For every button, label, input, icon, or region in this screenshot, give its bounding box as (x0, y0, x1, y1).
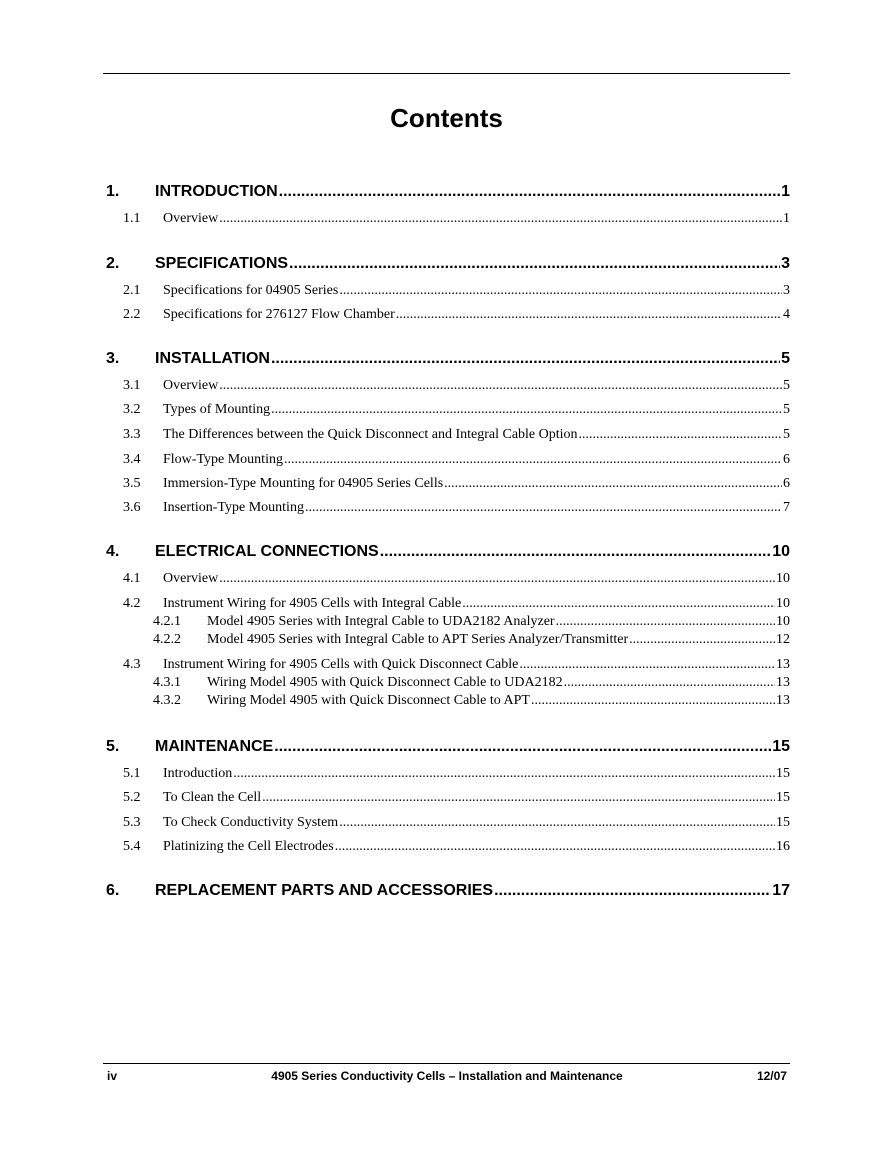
toc-entry-number: 3.1 (123, 378, 141, 393)
toc-entry-label: Instrument Wiring for 4905 Cells with Quick Disconnect Cable (163, 657, 519, 672)
toc-entry[interactable] (103, 839, 790, 855)
toc-entry-number: 4.2.2 (153, 632, 181, 647)
toc-entry-page: 13 (776, 657, 790, 672)
toc-entry[interactable] (103, 378, 790, 394)
toc-entry-page: 16 (776, 839, 790, 854)
toc-entry[interactable] (103, 452, 790, 468)
toc-entry-page: 12 (776, 632, 790, 647)
toc-dot-leader (444, 476, 782, 492)
toc-entry-label: Overview (163, 211, 219, 226)
toc-entry-page: 15 (776, 790, 790, 805)
toc-entry-number: 5. (106, 738, 120, 755)
toc-entry-label: Platinizing the Cell Electrodes (163, 839, 334, 854)
toc-entry-page: 1 (781, 183, 790, 200)
toc-entry-page: 15 (776, 766, 790, 781)
toc-dot-leader (579, 427, 782, 443)
footer-rule (103, 1063, 790, 1064)
toc-entry-number: 5.2 (123, 790, 141, 805)
toc-entry[interactable] (103, 283, 790, 299)
toc-entry-page: 10 (776, 571, 790, 586)
toc-entry-number: 3. (106, 350, 120, 367)
toc-dot-leader (289, 255, 780, 273)
toc-entry-label: Types of Mounting (163, 402, 271, 417)
toc-entry-number: 3.5 (123, 476, 141, 491)
toc-entry-number: 5.3 (123, 815, 141, 830)
toc-entry[interactable] (103, 307, 790, 323)
toc-entry-label: The Differences between the Quick Disconnect and Integral Cable Option (163, 427, 578, 442)
toc-entry[interactable] (103, 211, 790, 227)
toc-entry-page: 5 (783, 427, 790, 442)
toc-entry-label: Model 4905 Series with Integral Cable to APT Series Analyzer/Transmitter (207, 632, 629, 647)
toc-dot-leader (219, 211, 782, 227)
toc-entry[interactable] (103, 675, 790, 691)
toc-entry-number: 2.1 (123, 283, 141, 298)
toc-entry-page: 3 (783, 283, 790, 298)
toc-entry[interactable] (103, 476, 790, 492)
toc-entry-number: 4.3.1 (153, 675, 181, 690)
toc-entry-number: 6. (106, 882, 120, 899)
toc-dot-leader (284, 452, 782, 468)
toc-entry-label: Immersion-Type Mounting for 04905 Series Cells (163, 476, 444, 491)
toc-entry[interactable] (103, 427, 790, 443)
toc-entry-label: Specifications for 276127 Flow Chamber (163, 307, 395, 322)
toc-entry-page: 1 (783, 211, 790, 226)
toc-dot-leader (279, 183, 780, 201)
toc-entry[interactable] (103, 350, 790, 368)
toc-dot-leader (305, 500, 782, 516)
toc-entry-label: SPECIFICATIONS (155, 255, 289, 272)
toc-entry-label: ELECTRICAL CONNECTIONS (155, 543, 379, 560)
toc-entry[interactable] (103, 255, 790, 273)
toc-entry[interactable] (103, 614, 790, 630)
toc-entry-label: Model 4905 Series with Integral Cable to UDA2182 Analyzer (207, 614, 555, 629)
toc-dot-leader (233, 766, 775, 782)
toc-entry-number: 4.2.1 (153, 614, 181, 629)
toc-entry-label: To Clean the Cell (163, 790, 262, 805)
toc-entry-page: 13 (776, 693, 790, 708)
toc-entry-page: 15 (776, 815, 790, 830)
toc-dot-leader (339, 815, 775, 831)
toc-entry-number: 2. (106, 255, 120, 272)
toc-dot-leader (396, 307, 782, 323)
toc-entry-page: 10 (776, 614, 790, 629)
toc-entry[interactable] (103, 543, 790, 561)
toc-entry-label: MAINTENANCE (155, 738, 274, 755)
toc-entry-label: Instrument Wiring for 4905 Cells with Integral Cable (163, 596, 462, 611)
toc-entry[interactable] (103, 738, 790, 756)
toc-entry[interactable] (103, 766, 790, 782)
toc-dot-leader (262, 790, 775, 806)
toc-entry[interactable] (103, 693, 790, 709)
toc-entry-number: 5.1 (123, 766, 141, 781)
toc-entry-page: 10 (776, 596, 790, 611)
toc-dot-leader (271, 402, 782, 418)
toc-dot-leader (274, 738, 771, 756)
toc-entry[interactable] (103, 596, 790, 612)
page-footer (103, 1069, 790, 1083)
toc-entry-page: 7 (783, 500, 790, 515)
toc-dot-leader (519, 657, 775, 673)
toc-dot-leader (564, 675, 775, 691)
footer-page-number: iv (107, 1069, 118, 1083)
page-title: Contents (390, 103, 503, 133)
toc-entry-label: Flow-Type Mounting (163, 452, 283, 467)
toc-entry-page: 6 (783, 452, 790, 467)
toc-entry[interactable] (103, 657, 790, 673)
toc-entry-page: 5 (783, 378, 790, 393)
toc-entry-number: 4.1 (123, 571, 141, 586)
toc-entry-label: Specifications for 04905 Series (163, 283, 339, 298)
toc-entry-number: 4.2 (123, 596, 141, 611)
toc-entry-page: 13 (776, 675, 790, 690)
toc-entry[interactable] (103, 500, 790, 516)
toc-entry[interactable] (103, 815, 790, 831)
toc-entry-label: Overview (163, 571, 219, 586)
toc-dot-leader (335, 839, 775, 855)
toc-entry-number: 5.4 (123, 839, 141, 854)
toc-dot-leader (380, 543, 771, 561)
toc-dot-leader (219, 378, 782, 394)
toc-entry-number: 2.2 (123, 307, 141, 322)
toc-dot-leader (494, 882, 771, 900)
toc-entry-page: 17 (772, 882, 790, 899)
toc-entry[interactable] (103, 571, 790, 587)
toc-entry[interactable] (103, 882, 790, 900)
toc-entry-label: To Check Conductivity System (163, 815, 339, 830)
toc-entry[interactable] (103, 632, 790, 648)
toc-entry[interactable] (103, 183, 790, 201)
toc-dot-leader (462, 596, 775, 612)
toc-entry-number: 3.4 (123, 452, 141, 467)
toc-entry-page: 15 (772, 738, 790, 755)
toc-entry-number: 4.3 (123, 657, 141, 672)
toc-entry-page: 10 (772, 543, 790, 560)
toc-dot-leader (339, 283, 782, 299)
footer-date: 12/07 (756, 1069, 787, 1083)
header-rule (103, 73, 790, 74)
toc-entry-number: 4.3.2 (153, 693, 181, 708)
toc-entry-page: 5 (781, 350, 790, 367)
toc-entry-number: 3.6 (123, 500, 141, 515)
toc-entry-number: 4. (106, 543, 120, 560)
toc-entry-label: Insertion-Type Mounting (163, 500, 304, 515)
toc-entry-label: INTRODUCTION (155, 183, 278, 200)
toc-entry-label: Introduction (163, 766, 233, 781)
toc-entry-number: 3.3 (123, 427, 141, 442)
toc-entry-label: REPLACEMENT PARTS AND ACCESSORIES (155, 882, 494, 899)
toc-dot-leader (271, 350, 780, 368)
toc-entry-page: 5 (783, 402, 790, 417)
toc-entry-label: Wiring Model 4905 with Quick Disconnect Cable to UDA2182 (207, 675, 563, 690)
toc-entry[interactable] (103, 402, 790, 418)
toc-entry-number: 1. (106, 183, 120, 200)
toc-entry-number: 3.2 (123, 402, 141, 417)
toc-dot-leader (556, 614, 775, 630)
toc-entry-label: INSTALLATION (155, 350, 270, 367)
toc-entry-number: 1.1 (123, 211, 141, 226)
toc-dot-leader (531, 693, 775, 709)
toc-entry-label: Wiring Model 4905 with Quick Disconnect Cable to APT (207, 693, 530, 708)
toc-dot-leader (219, 571, 775, 587)
toc-dot-leader (629, 632, 775, 648)
toc-entry-page: 4 (783, 307, 790, 322)
footer-document-title: 4905 Series Conductivity Cells – Installation and Maintenance (271, 1069, 623, 1083)
toc-entry-page: 3 (781, 255, 790, 272)
toc-entry-page: 6 (783, 476, 790, 491)
toc-entry[interactable] (103, 790, 790, 806)
toc-entry-label: Overview (163, 378, 219, 393)
